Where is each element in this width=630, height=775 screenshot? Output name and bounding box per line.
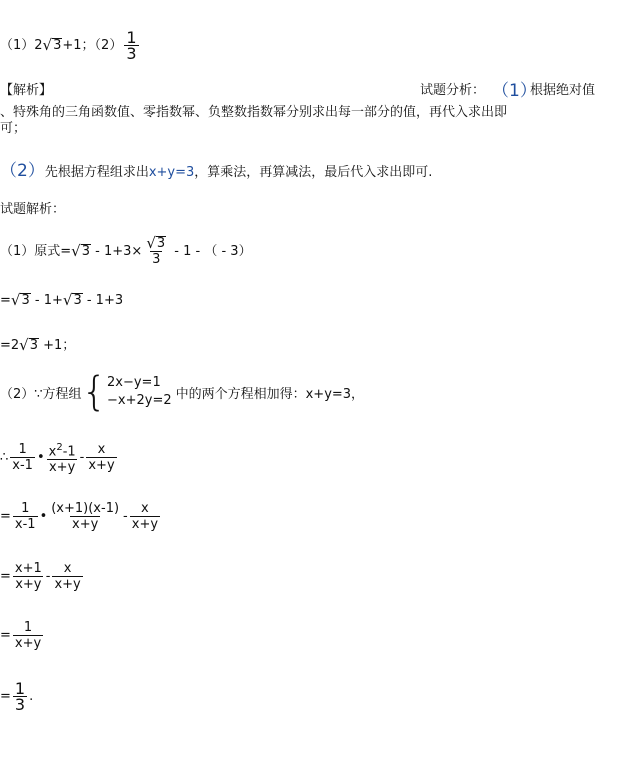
analysis-line3: 可； bbox=[0, 121, 27, 136]
analysis-header bbox=[0, 79, 630, 101]
answer-line bbox=[0, 30, 141, 61]
step4: （2）∵方程组{ 2x−y=1 −x+2y=2 中的两个方程相加得：x+y=3， bbox=[0, 369, 365, 415]
radicand: 3 bbox=[53, 38, 62, 53]
hint-num-1: （1） bbox=[492, 81, 537, 101]
step9: = $\frac{1}{3}$ . bbox=[0, 679, 34, 714]
step3: =2 √ 3 +1； bbox=[0, 336, 76, 354]
hint-num-2: （2） bbox=[0, 161, 45, 181]
answer-part1: （1）2 bbox=[0, 38, 43, 53]
sqrt: √ 3 bbox=[42, 36, 62, 54]
step8: = $\frac{1}{x+y}$ bbox=[0, 620, 42, 651]
step1: （1）原式= √ 3 - 1+3× √ 3 3 - 1 - （ - 3） bbox=[0, 234, 252, 267]
analysis-line4: （2）先根据方程组求出x+y=3，算乘法，再算减法，最后代入求出即可. bbox=[0, 161, 433, 181]
step2: = √ 3 - 1+ √ 3 - 1+3 bbox=[0, 291, 124, 309]
step5: ∴ $\frac{1}{x-1}$ • $\frac{x^2-1}{x+y}$ - $\frac{x}{x+y}$ bbox=[0, 442, 115, 476]
solution-label: 试题解析： bbox=[0, 202, 66, 217]
answer-fraction: $\frac{1}{3}$ bbox=[126, 28, 137, 63]
answer-part2: +1；（2） bbox=[62, 38, 123, 53]
step1-fraction: √ 3 3 bbox=[146, 234, 166, 267]
hint-label: 试题分析： bbox=[420, 83, 486, 98]
step7: = $\frac{x+1}{x+y}$ - $\frac{x}{x+y}$ bbox=[0, 561, 81, 592]
hint-text-1: 根据绝对值 bbox=[530, 83, 596, 98]
equation-xy: x+y=3 bbox=[148, 165, 195, 180]
analysis-line2: 、特殊角的三角函数值、零指数幂、负整数指数幂分别求出每一部分的值，再代入求出即 bbox=[0, 105, 508, 120]
analysis-label: 【解析】 bbox=[0, 83, 53, 98]
step6: = $\frac{1}{x-1}$ • $\frac{(x+1)(x-1)}{x+y}$ - $\frac{x}{x+y}$ bbox=[0, 501, 159, 532]
equation-system: 2x−y=1 −x+2y=2 bbox=[107, 375, 172, 408]
